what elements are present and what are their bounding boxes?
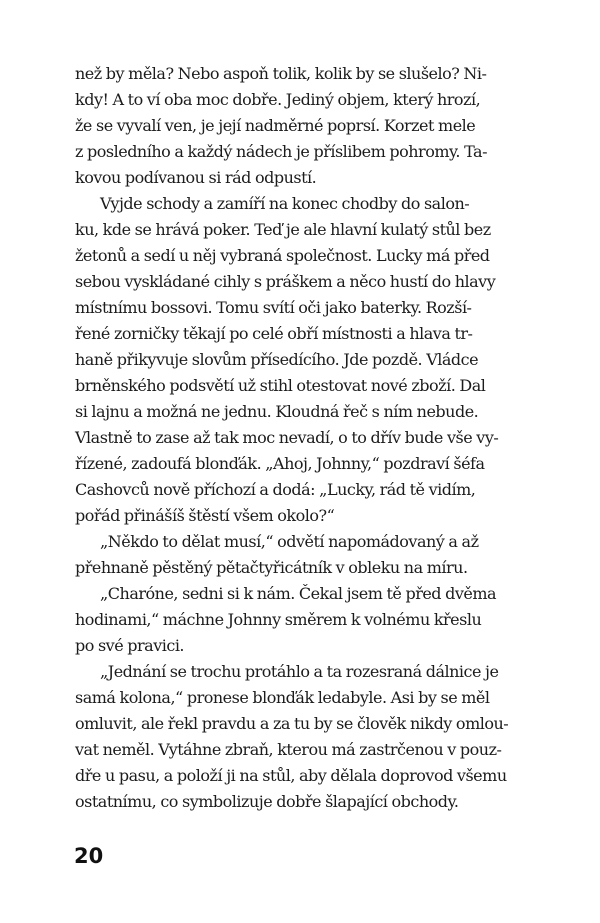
text-line: Vlastně to zase až tak moc nevadí, o to dřív bude vše vy- [75,428,499,447]
text-line: z posledního a každý nádech je příslibem pohromy. Ta- [75,142,487,161]
text-line: samá kolona,“ pronese blonďák ledabyle. Asi by se měl [75,688,490,707]
text-line: kdy! A to ví oba moc dobře. Jediný objem, který hrozí, [75,90,481,109]
text-line: pořád přinášíš štěstí všem okolo?“ [75,506,335,525]
text-line: místnímu bossovi. Tomu svítí oči jako baterky. Rozší- [75,298,472,317]
text-line: ku, kde se hrává poker. Teď je ale hlavní kulatý stůl bez [75,220,491,239]
text-line: „Charóne, sedni si k nám. Čekal jsem tě před dvěma [100,584,497,603]
text-line: dře u pasu, a položí ji na stůl, aby dělala doprovod všemu [75,766,507,785]
text-line: než by měla? Nebo aspoň tolik, kolik by se slušelo? Ni- [75,64,487,83]
text-line: po své pravici. [75,636,185,655]
text-line: omluvit, ale řekl pravdu a za tu by se člověk nikdy omlou- [75,714,509,733]
text-line: ostatnímu, co symbolizuje dobře šlapající obchody. [75,792,459,811]
page-number: 20 [74,844,104,868]
text-line: si lajnu a možná ne jednu. Kloudná řeč s ním nebude. [75,402,479,421]
text-line: přehnaně pěstěný pětačtyřicátník v obleku na míru. [75,558,468,577]
text-line: žetonů a sedí u něj vybraná společnost. Lucky má před [75,246,490,265]
text-line: brněnského podsvětí už stihl otestovat nové zboží. Dal [75,376,486,395]
text-line: že se vyvalí ven, je její nadměrné poprsí. Korzet mele [75,116,476,135]
text-line: sebou vyskládané cihly s práškem a něco hustí do hlavy [75,272,496,291]
text-line: řízené, zadoufá blonďák. „Ahoj, Johnny,“ pozdraví šéfa [75,454,485,473]
text-line: „Někdo to dělat musí,“ odvětí napomádovaný a až [100,532,479,551]
text-line: řené zorničky těkají po celé obří místnosti a hlava tr- [75,324,473,343]
text-line: Cashovců nově příchozí a dodá: „Lucky, rád tě vidím, [75,480,476,499]
text-line: vat neměl. Vytáhne zbraň, kterou má zastrčenou v pouz- [75,740,502,759]
text-line: kovou podívanou si rád odpustí. [75,168,317,187]
text-line: haně přikyvuje slovům přísedícího. Jde pozdě. Vládce [75,350,479,369]
text-line: hodinami,“ máchne Johnny směrem k volnému křeslu [75,610,482,629]
text-line: Vyjde schody a zamíří na konec chodby do salon- [100,194,470,213]
text-line: „Jednání se trochu protáhlo a ta rozesraná dálnice je [100,662,499,681]
